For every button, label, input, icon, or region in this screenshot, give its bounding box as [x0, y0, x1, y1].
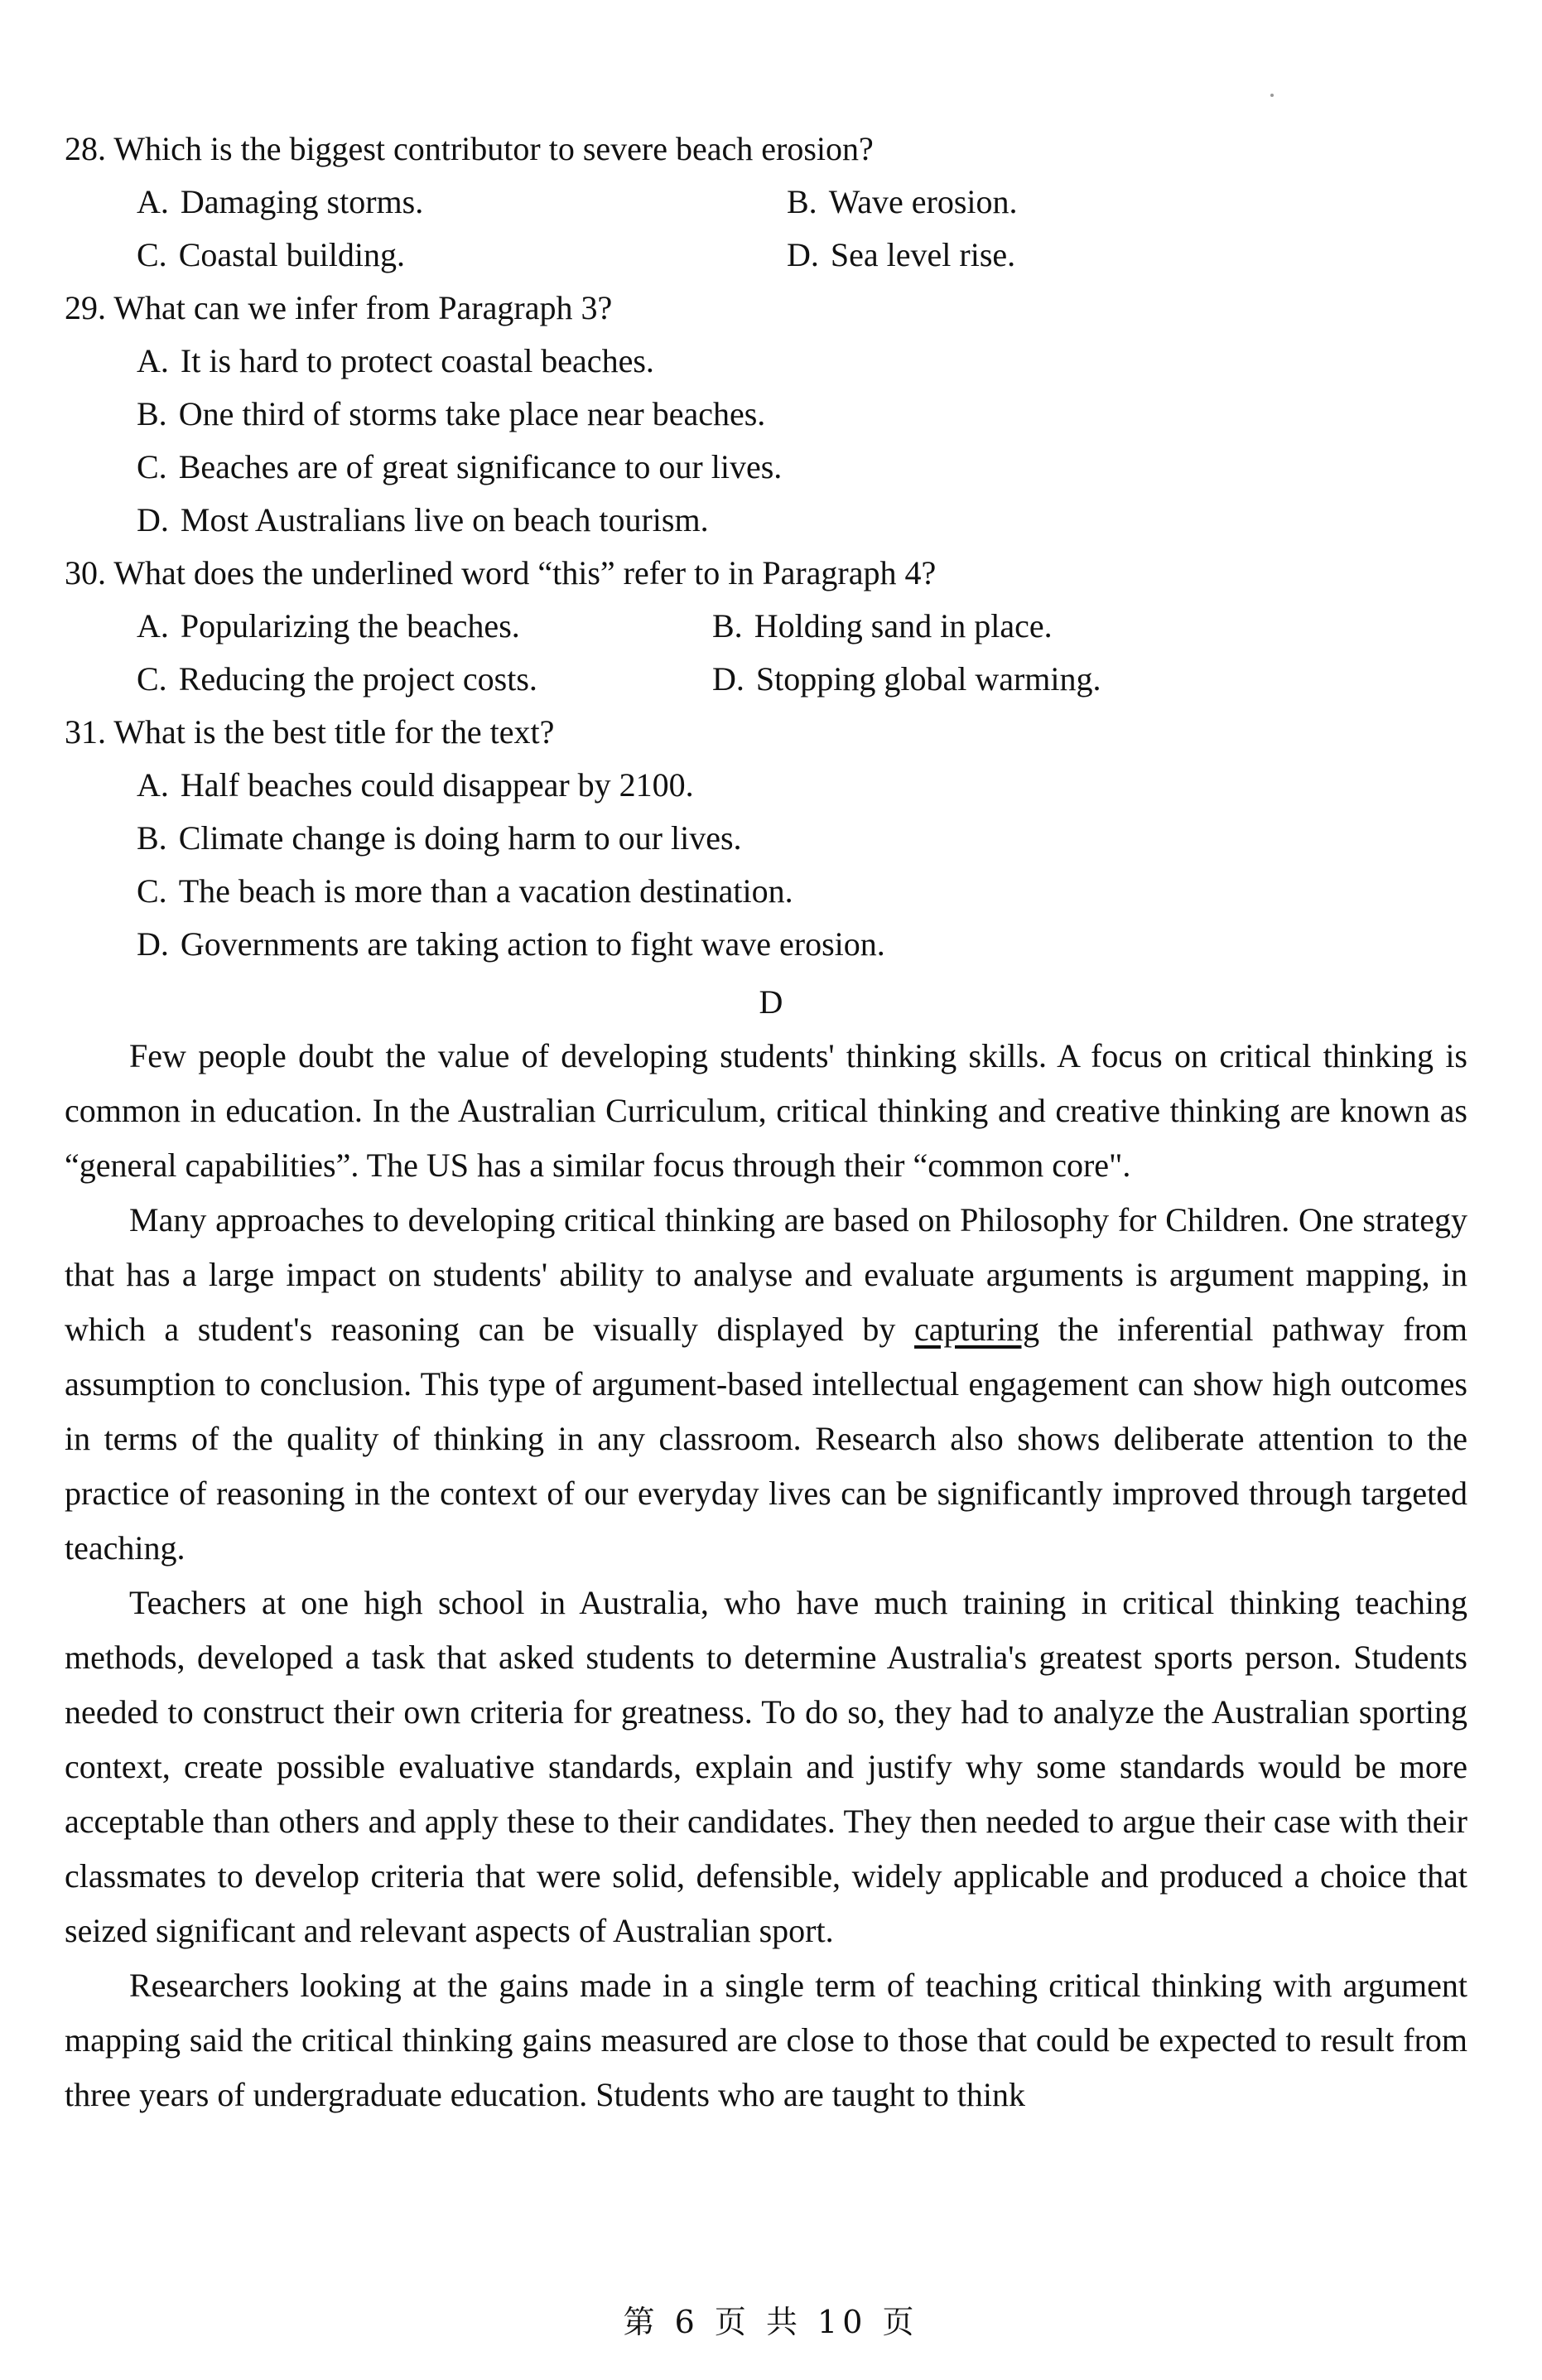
underlined-word: capturing [914, 1311, 1040, 1348]
question-30-option-d[interactable] [712, 653, 1101, 706]
option-text: Sea level rise. [830, 236, 1016, 273]
question-30-option-c[interactable] [137, 653, 537, 706]
question-28-option-b[interactable] [787, 176, 1018, 229]
option-letter: C. [137, 872, 167, 910]
option-text: Damaging storms. [180, 183, 424, 220]
question-31-option-c[interactable] [137, 865, 793, 918]
question-30-option-a[interactable] [137, 600, 520, 653]
passage-p2-end: the inferential pathway from assumption to conclusion. This type of argument-based intellectual engagement can show high outcomes in terms of the quality of thinking in any classroom. Research also shows deliberate attention to the practice of reasoning in the context of our everyday lives can be significantly improved through targeted teaching. [65, 1311, 1468, 1567]
passage-paragraph-4: Researchers looking at the gains made in a single term of teaching critical thinking with argument mapping said the critical thinking gains measured are close to those that could be expected to result from three years of undergraduate education. Students who are taught to think [65, 1967, 1467, 2113]
question-30-option-b[interactable] [712, 600, 1053, 653]
option-letter: B. [787, 183, 817, 220]
option-letter: C. [137, 660, 167, 698]
option-letter: D. [712, 660, 744, 698]
option-text: The beach is more than a vacation destination. [178, 872, 793, 910]
question-28-stem: 28. Which is the biggest contributor to severe beach erosion? [65, 130, 874, 167]
question-29-option-a[interactable] [137, 335, 654, 388]
question-30-stem: 30. What does the underlined word “this” refer to in Paragraph 4? [65, 554, 937, 591]
option-text: Governments are taking action to fight wave erosion. [180, 925, 885, 963]
passage-paragraph-1: Few people doubt the value of developing students' thinking skills. A focus on critical thinking is common in education. In the Australian Curriculum, critical thinking and creative thinking are known as “general capabilities”. The US has a similar focus through their “common core". [65, 1037, 1467, 1184]
passage-paragraph-2 [65, 1193, 1467, 1576]
option-text: Reducing the project costs. [178, 660, 537, 698]
question-28-option-d[interactable] [787, 229, 1015, 282]
question-29-option-b[interactable] [137, 388, 765, 441]
option-letter: A. [137, 766, 169, 804]
question-31-option-b[interactable] [137, 812, 742, 865]
option-text: Stopping global warming. [755, 660, 1101, 698]
option-letter: D. [137, 501, 169, 538]
option-letter: B. [137, 395, 167, 432]
question-29-stem: 29. What can we infer from Paragraph 3? [65, 289, 613, 326]
option-letter: D. [137, 925, 169, 963]
option-text: Coastal building. [178, 236, 406, 273]
option-letter: A. [137, 342, 169, 379]
option-letter: D. [787, 236, 819, 273]
passage-paragraph-3: Teachers at one high school in Australia, who have much training in critical thinking teaching methods, developed a task that asked students to determine Australia's greatest sports person. Students needed to construct their own criteria for greatness. To do so, they had to analyze the Australian sporting context, create possible evaluative standards, explain and justify why some standards would be more acceptable than others and apply these to their candidates. They then needed to argue their case with their classmates to develop criteria that were solid, defensible, widely applicable and produced a choice that seized significant and relevant aspects of Australian sport. [65, 1584, 1467, 1949]
option-text: Beaches are of great significance to our lives. [178, 448, 783, 485]
option-letter: C. [137, 448, 167, 485]
option-letter: A. [137, 183, 169, 220]
reading-passage [65, 1029, 1467, 2122]
question-31-stem: 31. What is the best title for the text? [65, 713, 555, 751]
option-letter: A. [137, 607, 169, 644]
option-text: Climate change is doing harm to our lives. [178, 819, 742, 857]
question-31-option-d[interactable] [137, 918, 885, 971]
option-letter: C. [137, 236, 167, 273]
option-text: Popularizing the beaches. [180, 607, 520, 644]
question-28-option-c[interactable] [137, 229, 405, 282]
option-text: Half beaches could disappear by 2100. [180, 766, 694, 804]
section-heading: D [759, 983, 783, 1021]
option-letter: B. [137, 819, 167, 857]
scan-speck [1270, 94, 1274, 97]
option-text: One third of storms take place near beaches. [178, 395, 766, 432]
question-29-option-d[interactable] [137, 494, 709, 547]
passage-p2-start: Many approaches to developing critical thinking are based on Philosophy for Children. One strategy that has a large impact on students' ability to analyse and evaluate arguments is argument mapping, in which a student's reasoning can be visually displayed by [65, 1201, 1467, 1348]
question-28-option-a[interactable] [137, 176, 423, 229]
option-text: Holding sand in place. [754, 607, 1053, 644]
option-text: Most Australians live on beach tourism. [180, 501, 709, 538]
option-text: Wave erosion. [828, 183, 1018, 220]
question-29-option-c[interactable] [137, 441, 782, 494]
question-31-option-a[interactable] [137, 759, 694, 812]
option-text: It is hard to protect coastal beaches. [180, 342, 654, 379]
page-footer: 第 6 页 共 10 页 [623, 2304, 919, 2340]
option-letter: B. [712, 607, 743, 644]
